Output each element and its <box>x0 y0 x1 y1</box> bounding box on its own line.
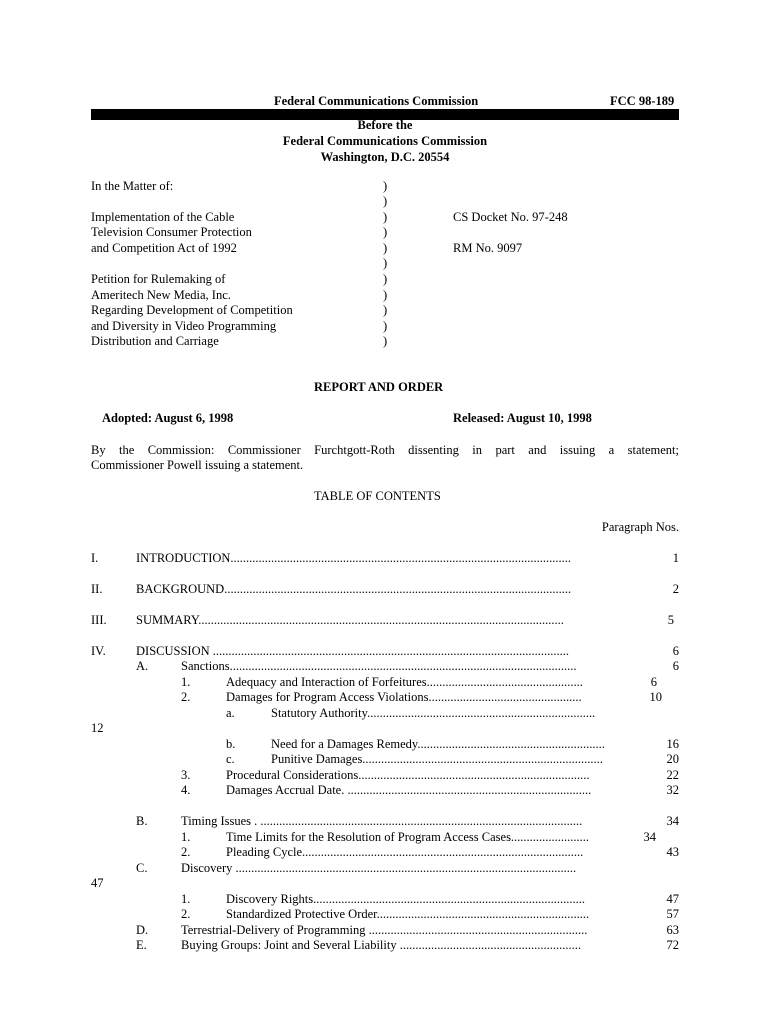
toc-entry-introduction[interactable]: INTRODUCTION............................................................................................................. <box>136 551 572 565</box>
toc-entry-sanctions[interactable]: Sanctions............................................................................................................... <box>181 659 577 673</box>
toc-num: a. <box>226 706 235 720</box>
toc-num: II. <box>91 582 103 596</box>
toc-entry-background[interactable]: BACKGROUND............................................................................................................... <box>136 582 572 596</box>
toc-page: 6 <box>672 659 679 673</box>
toc-entry-time-limits[interactable]: Time Limits for the Resolution of Program Access Cases......................... <box>226 830 590 844</box>
toc-num: 2. <box>181 690 191 704</box>
toc-page: 63 <box>666 923 679 937</box>
paren: ) <box>383 179 388 193</box>
docket-number: CS Docket No. 97-248 <box>453 210 568 224</box>
toc-entry-procedural[interactable]: Procedural Considerations.......................................................................... <box>226 768 590 782</box>
paren: ) <box>383 225 388 239</box>
toc-page: 16 <box>666 737 679 751</box>
toc-page: 32 <box>666 783 679 797</box>
toc-page: 72 <box>666 938 679 952</box>
matter-b-line-5: Distribution and Carriage <box>91 334 219 348</box>
toc-entry-summary[interactable]: SUMMARY..................................................................................................................... <box>136 613 564 627</box>
toc-page-wrapped: 47 <box>91 876 104 890</box>
toc-page: 6 <box>672 644 679 658</box>
toc-num: C. <box>136 861 148 875</box>
toc-entry-discussion[interactable]: DISCUSSION .................................................................................................................. <box>136 644 570 658</box>
toc-page: 10 <box>649 690 662 704</box>
toc-num: 3. <box>181 768 191 782</box>
by-line-2: Commissioner Powell issuing a statement. <box>91 458 304 472</box>
toc-entry-damages[interactable]: Damages for Program Access Violations................................................. <box>226 690 582 704</box>
matter-a-line-2: Television Consumer Protection <box>91 225 252 239</box>
toc-entry-protective-order[interactable]: Standardized Protective Order.................................................................... <box>226 907 590 921</box>
matter-b-line-3: Regarding Development of Competition <box>91 303 293 317</box>
paren: ) <box>383 303 388 317</box>
toc-page: 6 <box>650 675 657 689</box>
title-line-2: Federal Communications Commission <box>282 134 488 148</box>
toc-entry-need-damages[interactable]: Need for a Damages Remedy............................................................ <box>271 737 605 751</box>
toc-page: 34 <box>666 814 679 828</box>
toc-page: 22 <box>666 768 679 782</box>
toc-page: 20 <box>666 752 679 766</box>
matter-b-line-2: Ameritech New Media, Inc. <box>91 288 231 302</box>
toc-num: D. <box>136 923 149 937</box>
rm-number: RM No. 9097 <box>453 241 523 255</box>
toc-entry-pleading-cycle[interactable]: Pleading Cycle.......................................................................................... <box>226 845 584 859</box>
toc-page-wrapped: 12 <box>91 721 104 735</box>
paren: ) <box>383 272 388 286</box>
toc-num: 2. <box>181 845 191 859</box>
toc-entry-discovery-rights[interactable]: Discovery Rights....................................................................................... <box>226 892 586 906</box>
paren: ) <box>383 319 388 333</box>
agency-header: Federal Communications Commission <box>274 94 479 108</box>
paren: ) <box>383 210 388 224</box>
toc-page: 5 <box>667 613 674 627</box>
toc-entry-buying-groups[interactable]: Buying Groups: Joint and Several Liability .......................................................... <box>181 938 581 952</box>
toc-title: TABLE OF CONTENTS <box>314 489 441 503</box>
title-block <box>91 117 679 165</box>
matter-a-line-1: Implementation of the Cable <box>91 210 235 224</box>
toc-entry-accrual-date[interactable]: Damages Accrual Date. .............................................................................. <box>226 783 592 797</box>
matter-a-line-3: and Competition Act of 1992 <box>91 241 237 255</box>
toc-num: IV. <box>91 644 106 658</box>
report-title: REPORT AND ORDER <box>314 380 444 394</box>
paren: ) <box>383 256 388 270</box>
in-matter-label: In the Matter of: <box>91 179 174 193</box>
paragraph-nos-label: Paragraph Nos. <box>601 520 679 534</box>
toc-num: III. <box>91 613 107 627</box>
toc-num: E. <box>136 938 147 952</box>
paren: ) <box>383 194 388 208</box>
toc-entry-forfeitures[interactable]: Adequacy and Interaction of Forfeitures.................................................. <box>226 675 583 689</box>
toc-page: 43 <box>666 845 679 859</box>
toc-entry-punitive-damages[interactable]: Punitive Damages............................................................................. <box>271 752 603 766</box>
adopted-date: Adopted: August 6, 1998 <box>102 411 234 425</box>
paren: ) <box>383 241 388 255</box>
toc-entry-discovery[interactable]: Discovery ............................................................................................................. <box>181 861 577 875</box>
toc-page: 2 <box>672 582 679 596</box>
toc-num: A. <box>136 659 149 673</box>
toc-num: 2. <box>181 907 191 921</box>
toc-page: 57 <box>666 907 679 921</box>
toc-num: 1. <box>181 830 191 844</box>
toc-entry-terrestrial[interactable]: Terrestrial-Delivery of Programming ...................................................................... <box>181 923 588 937</box>
toc-entry-timing[interactable]: Timing Issues . ....................................................................................................... <box>181 814 583 828</box>
matter-b-line-4: and Diversity in Video Programming <box>91 319 277 333</box>
toc-page: 47 <box>666 892 679 906</box>
matter-b-line-1: Petition for Rulemaking of <box>91 272 226 286</box>
by-line-1: By the Commission: Commissioner Furchtgott-Roth dissenting in part and issuing a statement; <box>91 443 679 457</box>
toc-num: b. <box>226 737 236 751</box>
toc-num: I. <box>91 551 99 565</box>
paren: ) <box>383 288 388 302</box>
toc-entry-statutory-authority[interactable]: Statutory Authority......................................................................... <box>271 706 596 720</box>
title-line-1: Before the <box>357 118 413 132</box>
toc-page: 1 <box>672 551 679 565</box>
toc-num: 1. <box>181 892 191 906</box>
toc-page: 34 <box>643 830 656 844</box>
title-line-3: Washington, D.C. 20554 <box>320 150 450 164</box>
toc-num: 4. <box>181 783 191 797</box>
toc-num: c. <box>226 752 235 766</box>
doc-number: FCC 98-189 <box>610 94 675 108</box>
released-date: Released: August 10, 1998 <box>453 411 592 425</box>
toc-num: 1. <box>181 675 191 689</box>
paren: ) <box>383 334 388 348</box>
toc-num: B. <box>136 814 148 828</box>
